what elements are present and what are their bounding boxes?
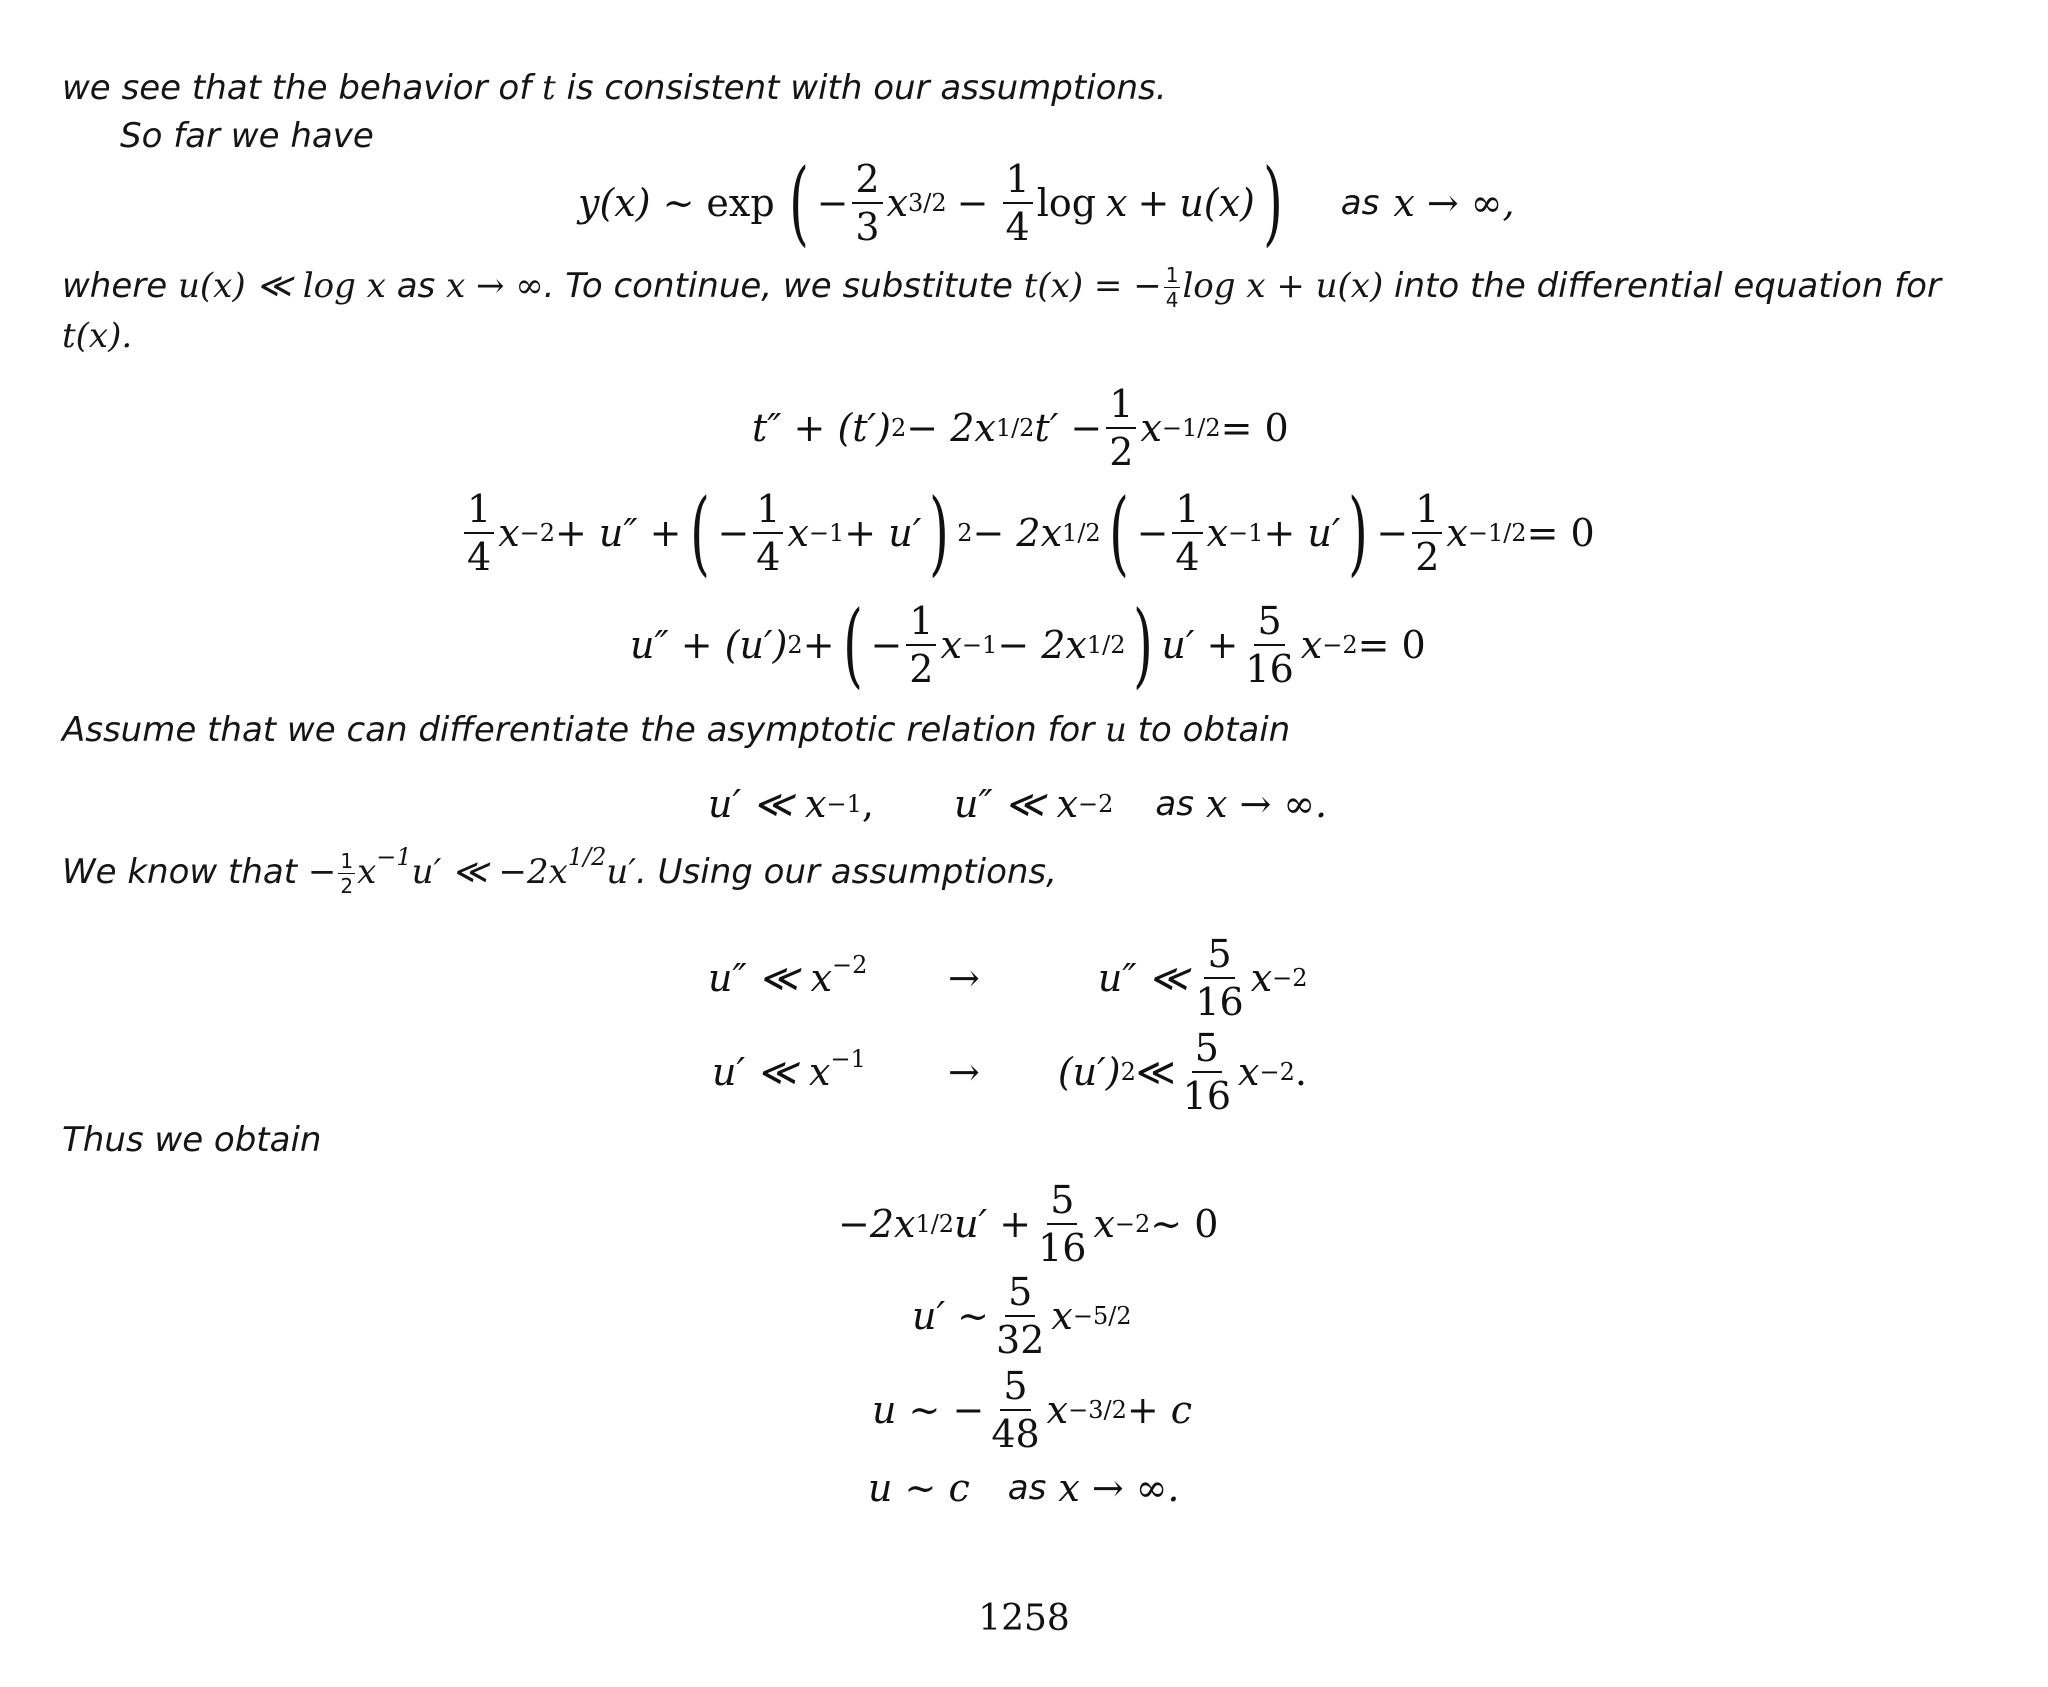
eq4-lim: x → ∞. [1205,782,1328,826]
eq5-r2-frac [1180,1026,1234,1118]
frac-den: 4 [1005,205,1030,249]
equation-result-row-4 [868,1460,1180,1516]
know-m1: − [307,852,337,892]
equation-substituted: $\frac{1}{4}$ x −2 + u″ + ( − $\frac{1}{4}$ x −1 + u′ ) 2 − 2x 1/2 ( − $\frac{1}{4}$ x −1 + u′ ) − $\frac{1}{2}$ x −1/2 = 0 [460,478,1595,588]
eq5-r2-end: . [1294,1050,1307,1094]
frac-den: 16 [1038,1226,1087,1270]
eq3-e: − 2x [997,623,1087,667]
eq2-j: − [1376,511,1409,555]
eq4-c: u″ ≪ x [953,782,1079,826]
eq5-r1-lp: −2 [832,951,868,979]
eq4-a: u′ ≪ x [708,782,827,826]
eq6-r1c: x [1093,1202,1115,1246]
eq1-e: = 0 [1220,406,1289,450]
frac-num: 5 [1047,1181,1077,1225]
frac-den: 4 [467,535,492,579]
eq3-frac2 [1242,599,1296,691]
eq-y-ux: u(x) [1179,181,1255,225]
eq6-r3c: + c [1126,1388,1193,1432]
intro-text-post: is consistent with our assumptions. [555,68,1167,108]
equation-implication-row-1: u″ ≪ $x^{-2}$ → u″ ≪ $\frac{5}{16}$ x −2 [708,932,1308,1024]
eq-y-exp: exp [706,181,775,225]
eq5-r2-left: u′ ≪ x [712,1050,831,1094]
intro-var-t: t [541,68,556,108]
where-tx: t(x) = − [1023,266,1162,306]
eq6-r4as: as [1007,1468,1047,1508]
eq2-k: x [1446,511,1468,555]
eq5-r2-ll: ≪ [1135,1050,1176,1094]
frac-den: 2 [340,874,354,898]
where-lim: x → ∞ [446,266,544,306]
frac-den: 3 [855,205,880,249]
eq1-d: x [1140,406,1162,450]
where-w1: where [62,266,178,306]
assume-var: u [1105,710,1127,750]
frac-den: 2 [909,647,934,691]
so-far-text: So far we have [120,116,374,156]
eq6-r2-frac [993,1270,1047,1362]
eq1-a: t″ + (t′) [752,406,892,450]
eq-y-frac-quarter [1003,157,1033,249]
eq3-a: u″ + (u′) [630,623,788,667]
eq5-r1-left: u″ ≪ x [708,956,833,1000]
eq6-r3a: u ∼ − [872,1388,985,1432]
frac-den: 4 [1175,535,1200,579]
equation-u-ode: u″ + (u′) 2 + ( − $\frac{1}{2}$ x −1 − 2x 1/2 ) u′ + $\frac{5}{16}$ x −2 = 0 [630,591,1426,698]
frac-den: 48 [991,1412,1040,1456]
eq2-d: x [787,511,809,555]
eq3-lparen: ( [842,591,863,698]
know-m2: x [357,852,377,892]
eq5-r2-arrow: → [948,1050,980,1094]
eq-y-frac-two-thirds [852,157,882,249]
eq2-frac3 [1172,487,1202,579]
know-m4: u′ [606,852,637,892]
frac-den: 4 [756,535,781,579]
frac-num: 1 [1412,490,1442,534]
where-line-2 [62,312,132,360]
where-tx-end: t(x). [62,316,133,356]
assume-post: to obtain [1126,710,1291,750]
eq-y-minus1: − [816,181,849,225]
eq2-lparen1: ( [689,479,710,586]
know-post: . Using our assumptions, [636,852,1057,892]
frac-den: 4 [1165,288,1179,312]
eq-y-x1: x [886,181,909,225]
frac-num: 1 [1165,263,1179,287]
frac-num: 1 [1172,490,1202,534]
know-p1: −1 [376,843,412,871]
equation-derivative-bounds: u′ ≪ x −1 , u″ ≪ x −2 as x → ∞. [708,782,1328,826]
eq6-r1d: ∼ 0 [1150,1202,1219,1246]
eq2-rparen1: ) [929,479,950,586]
frac-num: 2 [852,160,882,204]
where-tx2: log x + u(x) [1182,266,1384,306]
eq-y-log: log [1036,181,1097,225]
eq2-h: x [1206,511,1229,555]
frac-num: 1 [1106,385,1136,429]
eq3-d: x [940,623,962,667]
know-frac-half [338,851,355,896]
eq2-e: + u′ [844,511,922,555]
eq6-r3-frac [988,1364,1042,1456]
eq4-as: as [1155,784,1194,824]
eq-y-lhs: y(x) [578,181,651,225]
eq2-frac2 [753,487,783,579]
frac-num: 5 [1254,602,1284,646]
eq1-b: − 2x [906,406,996,450]
eq6-r3b: x [1046,1388,1069,1432]
eq3-rparen: ) [1133,591,1154,698]
eq-y-as-text: as [1340,183,1380,223]
know-pre: We know that [62,852,308,892]
frac-num: 5 [1000,1367,1030,1411]
eq2-i: + u′ [1263,511,1341,555]
frac-num: 1 [753,490,783,534]
eq1-c: t′ − [1034,406,1103,450]
eq5-r2-x: x [1238,1050,1260,1094]
intro-text-pre: we see that the behavior of [62,68,542,108]
eq5-r1-frac [1192,932,1246,1024]
eq3-frac1 [906,599,936,691]
eq-y-lparen: ( [788,149,809,256]
know-m3: u′ ≪ −2x [411,852,568,892]
frac-num: 1 [340,849,354,873]
eq2-frac4 [1412,487,1442,579]
eq2-c: − [717,511,750,555]
eq-y-x2: x [1106,181,1128,225]
thus-text: Thus we obtain [62,1120,322,1160]
eq-y-limit: x → ∞, [1393,181,1515,225]
eq5-r1-right: u″ ≪ [1097,956,1189,1000]
eq1-frac-half [1106,382,1136,474]
eq3-c: − [870,623,903,667]
eq-y-plus: + [1137,181,1170,225]
frac-den: 2 [1415,535,1440,579]
eq2-f: − 2x [972,511,1063,555]
eq2-b: + u″ + [555,511,682,555]
know-paragraph [62,843,1057,898]
frac-num: 5 [1192,1029,1222,1073]
frac-num: 5 [1005,1273,1035,1317]
eq5-r1-x: x [1250,956,1273,1000]
frac-num: 1 [1003,160,1033,204]
eq6-r4lim: x → ∞. [1058,1466,1180,1510]
assume-paragraph [62,706,1290,754]
eq6-r2a: u′ ∼ [912,1294,990,1338]
equation-result-row-2: u′ ∼ $\frac{5}{32}$ x −5/2 [912,1270,1132,1362]
eq3-f: u′ + [1161,623,1239,667]
eq6-r2b: x [1051,1294,1073,1338]
eq2-lparen2: ( [1108,479,1129,586]
eq4-b: , [861,782,874,826]
frac-den: 16 [1182,1074,1232,1118]
eq3-h: = 0 [1357,623,1426,667]
eq6-r1a: −2x [838,1202,916,1246]
assume-pre: Assume that we can differentiate the asymptotic relation for [62,710,1106,750]
where-ux: u(x) ≪ log x [177,266,386,306]
frac-num: 1 [906,602,936,646]
eq3-b: + [802,623,835,667]
where-w2: as [385,266,447,306]
eq6-r1b: u′ + [954,1202,1032,1246]
eq2-l: = 0 [1526,511,1595,555]
frac-num: 1 [464,490,494,534]
frac-num: 5 [1204,935,1234,979]
intro-paragraph [62,64,1167,112]
eq6-r1-frac [1035,1178,1089,1270]
eq2-g: − [1136,511,1169,555]
where-w4: into the differential equation for [1383,266,1941,306]
eq3-g: x [1300,623,1323,667]
eq-y-sim: ∼ [662,181,695,225]
equation-result-row-3: u ∼ − $\frac{5}{48}$ x −3/2 + c [872,1364,1193,1456]
where-frac-quarter [1164,265,1181,310]
eq6-r4a: u ∼ c [868,1466,970,1510]
where-w3: . To continue, we substitute [543,266,1024,306]
equation-t-ode: t″ + (t′) 2 − 2x 1/2 t′ − $\frac{1}{2}$ x −1/2 = 0 [752,382,1289,474]
eq5-r2-right: (u′) [1057,1050,1121,1094]
frac-den: 2 [1109,430,1134,474]
eq2-frac1 [464,487,494,579]
equation-result-row-1: −2x 1/2 u′ + $\frac{5}{16}$ x −2 ∼ 0 [838,1178,1219,1270]
equation-implication-row-2: u′ ≪ $x^{-1}$ → (u′) 2 ≪ $\frac{5}{16}$ x −2 . [712,1026,1307,1118]
eq2-rparen2: ) [1348,479,1369,586]
equation-y-asymptotic: y(x) ∼ exp ( − $\frac{2}{3}$ x 3/2 − $\frac{1}{4}$ log x + u(x) ) as x → ∞, [578,149,1515,256]
know-p2: 1/2 [567,843,607,871]
where-paragraph [62,262,1941,310]
frac-den: 16 [1245,647,1294,691]
frac-den: 16 [1195,980,1244,1024]
page-number: 1258 [978,1598,1070,1639]
eq5-r1-arrow: → [948,956,980,1000]
frac-den: 32 [996,1318,1045,1362]
eq-y-minus2: − [956,181,989,225]
eq2-a: x [498,511,520,555]
eq-y-rparen: ) [1262,149,1283,256]
eq5-r2-lp: −1 [830,1045,866,1073]
